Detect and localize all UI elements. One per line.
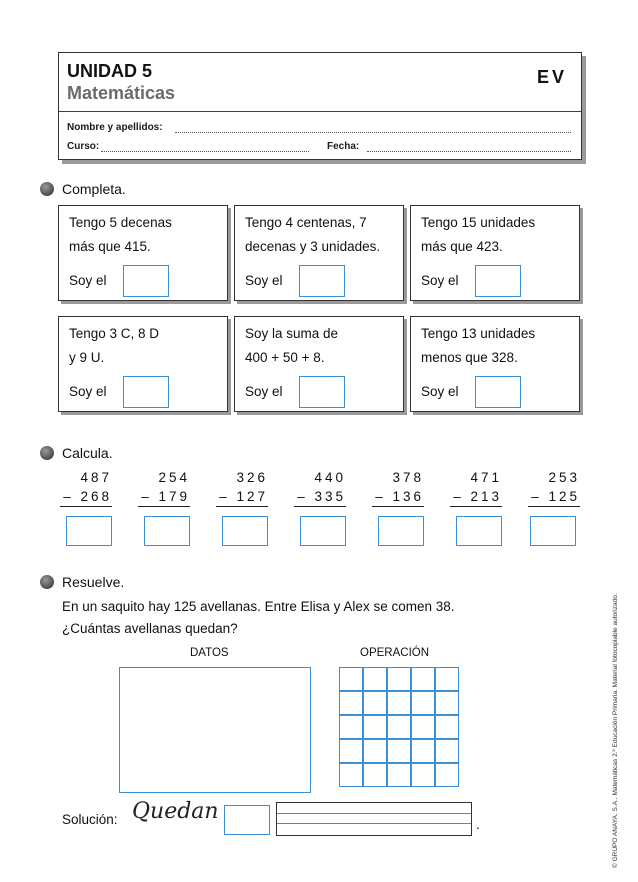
unit-title: UNIDAD 5 bbox=[67, 61, 153, 81]
solution-line bbox=[277, 823, 471, 824]
completa-card-2 bbox=[234, 205, 404, 301]
answer-box-6[interactable] bbox=[456, 516, 502, 546]
grid-cell[interactable] bbox=[387, 715, 411, 739]
grid-cell[interactable] bbox=[435, 667, 459, 691]
minuend: 326 bbox=[236, 470, 268, 485]
subtrahend: – 335 bbox=[297, 489, 346, 504]
section-title-completa: Completa. bbox=[62, 181, 126, 197]
result-rule bbox=[60, 506, 112, 507]
subtraction-3 bbox=[208, 470, 268, 507]
result-rule bbox=[450, 506, 502, 507]
section-title-calcula: Calcula. bbox=[62, 445, 113, 461]
grid-cell[interactable] bbox=[363, 691, 387, 715]
result-rule bbox=[216, 506, 268, 507]
card-line-1: Tengo 5 decenas bbox=[69, 215, 172, 230]
card-answer-label: Soy el bbox=[421, 384, 459, 399]
card-line-2: menos que 328. bbox=[421, 350, 518, 365]
subtraction-5 bbox=[364, 470, 424, 507]
minuend: 253 bbox=[548, 470, 580, 485]
card-line-2: 400 + 50 + 8. bbox=[245, 350, 325, 365]
datos-label: DATOS bbox=[190, 647, 229, 659]
solution-word: Quedan bbox=[132, 799, 219, 824]
solution-lines[interactable] bbox=[276, 802, 472, 836]
subtraction-4 bbox=[286, 470, 346, 507]
grid-cell[interactable] bbox=[435, 763, 459, 787]
name-label: Nombre y apellidos: bbox=[67, 122, 163, 133]
card-answer-box[interactable] bbox=[123, 265, 169, 297]
card-line-2: más que 415. bbox=[69, 239, 151, 254]
card-answer-label: Soy el bbox=[421, 273, 459, 288]
completa-card-4 bbox=[58, 316, 228, 412]
section-bullet-icon bbox=[40, 182, 54, 196]
minuend: 471 bbox=[470, 470, 502, 485]
answer-box-1[interactable] bbox=[66, 516, 112, 546]
grid-cell[interactable] bbox=[339, 763, 363, 787]
minuend: 254 bbox=[158, 470, 190, 485]
subtrahend: – 268 bbox=[63, 489, 112, 504]
subtrahend: – 213 bbox=[453, 489, 502, 504]
grid-cell[interactable] bbox=[339, 667, 363, 691]
minuend: 487 bbox=[80, 470, 112, 485]
card-answer-label: Soy el bbox=[69, 384, 107, 399]
grid-cell[interactable] bbox=[363, 667, 387, 691]
subtraction-1 bbox=[52, 470, 112, 507]
card-line-1: Tengo 13 unidades bbox=[421, 326, 536, 341]
solution-label: Solución: bbox=[62, 812, 118, 827]
course-label: Curso: bbox=[67, 141, 100, 152]
problem-text-line-2: ¿Cuántas avellanas quedan? bbox=[62, 621, 238, 636]
answer-box-7[interactable] bbox=[530, 516, 576, 546]
card-answer-label: Soy el bbox=[69, 273, 107, 288]
header-divider bbox=[59, 111, 581, 112]
card-line-1: Tengo 3 C, 8 D bbox=[69, 326, 160, 341]
subtraction-7 bbox=[520, 470, 580, 507]
operacion-label: OPERACIÓN bbox=[360, 647, 430, 659]
card-line-2: más que 423. bbox=[421, 239, 503, 254]
completa-card-3 bbox=[410, 205, 580, 301]
grid-cell[interactable] bbox=[411, 667, 435, 691]
solution-period: . bbox=[476, 817, 480, 832]
answer-box-5[interactable] bbox=[378, 516, 424, 546]
card-answer-label: Soy el bbox=[245, 384, 283, 399]
card-answer-box[interactable] bbox=[475, 376, 521, 408]
card-answer-box[interactable] bbox=[475, 265, 521, 297]
subtrahend: – 136 bbox=[375, 489, 424, 504]
grid-cell[interactable] bbox=[435, 691, 459, 715]
subtrahend: – 125 bbox=[531, 489, 580, 504]
subtraction-2 bbox=[130, 470, 190, 507]
card-answer-box[interactable] bbox=[299, 265, 345, 297]
grid-cell[interactable] bbox=[411, 715, 435, 739]
date-field[interactable] bbox=[367, 142, 571, 152]
datos-box[interactable] bbox=[119, 667, 311, 793]
grid-cell[interactable] bbox=[339, 691, 363, 715]
card-line-2: y 9 U. bbox=[69, 350, 105, 365]
grid-cell[interactable] bbox=[387, 739, 411, 763]
card-line-1: Tengo 4 centenas, 7 bbox=[245, 215, 367, 230]
grid-cell[interactable] bbox=[411, 691, 435, 715]
date-label: Fecha: bbox=[327, 141, 360, 152]
subtrahend: – 179 bbox=[141, 489, 190, 504]
completa-card-5 bbox=[234, 316, 404, 412]
section-bullet-icon bbox=[40, 575, 54, 589]
ev-badge: EV bbox=[536, 67, 567, 87]
section-bullet-icon bbox=[40, 446, 54, 460]
section-title-resuelve: Resuelve. bbox=[62, 574, 125, 590]
result-rule bbox=[138, 506, 190, 507]
name-field[interactable] bbox=[175, 123, 571, 133]
answer-box-4[interactable] bbox=[300, 516, 346, 546]
grid-cell[interactable] bbox=[363, 715, 387, 739]
completa-card-6 bbox=[410, 316, 580, 412]
answer-box-2[interactable] bbox=[144, 516, 190, 546]
grid-cell[interactable] bbox=[411, 763, 435, 787]
problem-text-line-1: En un saquito hay 125 avellanas. Entre Elisa y Alex se comen 38. bbox=[62, 599, 455, 614]
grid-cell[interactable] bbox=[363, 739, 387, 763]
grid-cell[interactable] bbox=[339, 739, 363, 763]
card-answer-box[interactable] bbox=[299, 376, 345, 408]
grid-cell[interactable] bbox=[363, 763, 387, 787]
result-rule bbox=[528, 506, 580, 507]
subtraction-6 bbox=[442, 470, 502, 507]
grid-cell[interactable] bbox=[339, 715, 363, 739]
grid-cell[interactable] bbox=[411, 739, 435, 763]
result-rule bbox=[372, 506, 424, 507]
card-line-2: decenas y 3 unidades. bbox=[245, 239, 381, 254]
grid-cell[interactable] bbox=[435, 739, 459, 763]
header-box bbox=[58, 52, 582, 160]
course-field[interactable] bbox=[101, 142, 309, 152]
card-answer-box[interactable] bbox=[123, 376, 169, 408]
copyright-note: © GRUPO ANAYA, S.A., Matemáticas 2.º Educación Primaria. Material fotocopiable autorizado. bbox=[612, 593, 619, 868]
completa-card-1 bbox=[58, 205, 228, 301]
grid-cell[interactable] bbox=[387, 667, 411, 691]
card-line-1: Soy la suma de bbox=[245, 326, 339, 341]
solution-line bbox=[277, 813, 471, 814]
card-answer-label: Soy el bbox=[245, 273, 283, 288]
grid-cell[interactable] bbox=[387, 763, 411, 787]
minuend: 440 bbox=[314, 470, 346, 485]
card-line-1: Tengo 15 unidades bbox=[421, 215, 536, 230]
answer-box-3[interactable] bbox=[222, 516, 268, 546]
grid-cell[interactable] bbox=[435, 715, 459, 739]
result-rule bbox=[294, 506, 346, 507]
solution-answer-box[interactable] bbox=[224, 805, 270, 835]
minuend: 378 bbox=[392, 470, 424, 485]
subject-title: Matemáticas bbox=[67, 83, 176, 103]
grid-cell[interactable] bbox=[387, 691, 411, 715]
subtrahend: – 127 bbox=[219, 489, 268, 504]
